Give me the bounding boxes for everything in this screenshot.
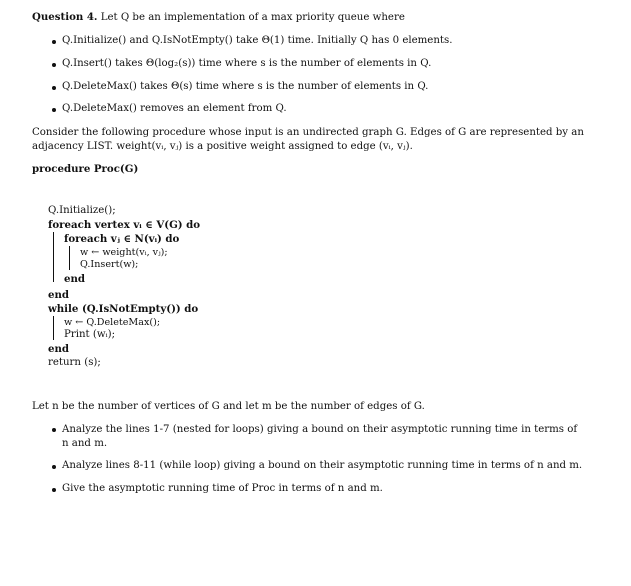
bullet-marker — [52, 488, 56, 492]
operation-item: Q.Insert() takes Θ(log₂(s)) time where s is the number of elements in Q. — [62, 58, 432, 69]
task-item: Analyze the lines 1-7 (nested for loops) giving a bound on their asymptotic running time in terms of n and m. — [62, 424, 578, 449]
task-item: Analyze lines 8-11 (while loop) giving a bound on their asymptotic running time in terms of n and m. — [62, 460, 583, 471]
operation-item: Q.DeleteMax() removes an element from Q. — [62, 103, 287, 114]
block-bar-inner — [69, 246, 70, 270]
bullet-marker — [52, 86, 56, 90]
code-line-4: w ← weight(vᵢ, vⱼ); — [80, 247, 168, 258]
bullet-marker — [52, 428, 56, 432]
question-heading: Question 4. — [32, 11, 98, 23]
context-text: Let n be the number of vertices of G and let m be the number of edges of G. — [32, 401, 425, 412]
code-line-1: Q.Initialize(); — [48, 205, 116, 216]
code-line-2: foreach vertex vᵢ ∈ V(G) do — [48, 219, 201, 231]
bullet-marker — [52, 40, 56, 44]
code-line-7: end — [48, 289, 70, 301]
question-intro: Let Q be an implementation of a max priority queue where — [100, 12, 405, 23]
operation-item: Q.Initialize() and Q.IsNotEmpty() take Θ(1) time. Initially Q has 0 elements. — [62, 35, 453, 46]
bullet-marker — [52, 108, 56, 112]
question-line — [32, 11, 405, 24]
procedure-header: procedure Proc(G) — [32, 163, 139, 175]
code-line-12: return (s); — [48, 357, 101, 368]
task-item: Give the asymptotic running time of Proc in terms of n and m. — [62, 483, 383, 494]
bullet-marker — [52, 63, 56, 67]
code-line-6: end — [64, 273, 86, 285]
graph-description: Consider the following procedure whose input is an undirected graph G. Edges of G are represented by an adjacency LIST. weight(vᵢ, vⱼ) is a positive weight assigned to edge (vᵢ, vⱼ). — [32, 127, 584, 152]
block-bar-outer — [53, 232, 54, 282]
code-line-11: end — [48, 343, 70, 355]
code-line-10: Print (wᵢ); — [64, 329, 116, 340]
operation-item: Q.DeleteMax() takes Θ(s) time where s is the number of elements in Q. — [62, 81, 429, 92]
code-line-5: Q.Insert(w); — [80, 259, 139, 270]
block-bar-while — [53, 316, 54, 340]
code-line-3: foreach vⱼ ∈ N(vᵢ) do — [64, 233, 180, 245]
code-line-9: w ← Q.DeleteMax(); — [64, 317, 161, 328]
bullet-marker — [52, 465, 56, 469]
code-line-8: while (Q.IsNotEmpty()) do — [48, 303, 199, 315]
